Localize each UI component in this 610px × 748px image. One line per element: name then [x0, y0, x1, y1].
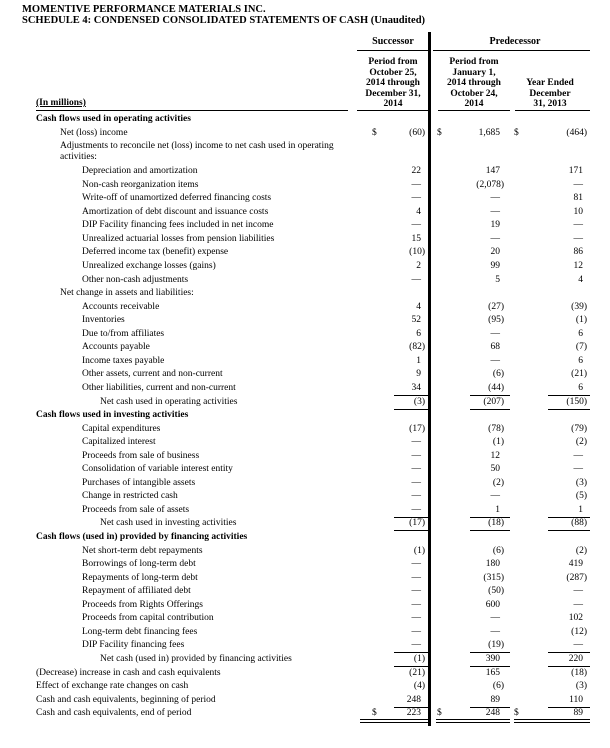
cell-c2: (6) [492, 681, 504, 692]
cell-c1: (60) [409, 127, 425, 138]
cell-c3: 4 [578, 274, 583, 285]
cell-c1: — [411, 450, 421, 461]
cell-c1: — [411, 559, 421, 570]
cell-c2: (207) [483, 396, 504, 407]
cell-c3: (7) [575, 342, 587, 353]
cell-underline [394, 530, 428, 531]
cell-c1: (21) [409, 667, 425, 678]
header-rule-units [36, 110, 348, 111]
row-label: Other non-cash adjustments [82, 274, 189, 285]
cell-underline [548, 530, 590, 531]
cell-c3: 1 [578, 504, 583, 515]
row-label: Cash flows used in investing activities [36, 410, 189, 421]
cell-c3: (3) [575, 477, 587, 488]
currency-symbol: $ [514, 708, 519, 719]
cell-c2: 1,685 [478, 127, 500, 138]
cell-c2: 165 [485, 667, 500, 678]
column-header-line: October 25, [369, 67, 417, 78]
cell-c2: 19 [490, 220, 500, 231]
cell-c2: (18) [488, 518, 504, 529]
cell-c2: 390 [485, 653, 500, 664]
cell-c3: — [573, 450, 583, 461]
row-label: Cash flows (used in) provided by financing activities [36, 532, 248, 543]
units-label: (In millions) [36, 98, 86, 108]
cell-double-underline [360, 719, 428, 723]
schedule-title: SCHEDULE 4: CONDENSED CONSOLIDATED STATEMENTS OF CASH (Unaudited) [22, 15, 426, 26]
cell-c3: (12) [571, 626, 587, 637]
cell-c1: — [411, 586, 421, 597]
header-rule-c1 [357, 110, 428, 111]
cell-c3: (79) [571, 423, 587, 434]
cell-c3: 102 [568, 613, 583, 624]
cell-c1: (3) [413, 396, 425, 407]
cell-c3: (5) [575, 491, 587, 502]
cell-c1: (1) [413, 545, 425, 556]
currency-symbol: $ [514, 127, 519, 138]
cell-c2: 99 [490, 261, 500, 272]
column-header-line: 2014 through [447, 78, 501, 88]
cell-c2: (6) [492, 545, 504, 556]
cell-c3: 81 [573, 193, 583, 204]
cell-c3: 6 [578, 382, 583, 393]
cell-c2: (78) [488, 423, 504, 434]
predecessor-group-label: Predecessor [489, 36, 541, 47]
cell-c3: 12 [573, 261, 583, 272]
cell-double-underline [436, 719, 510, 723]
cell-c2: — [490, 206, 500, 217]
cell-c1: 4 [416, 206, 421, 217]
cell-c1: 248 [406, 694, 421, 705]
cell-c1: (10) [409, 247, 425, 258]
row-label: Effect of exchange rate changes on cash [36, 681, 189, 692]
cell-c3: (1) [575, 315, 587, 326]
cell-c1: 6 [416, 328, 421, 339]
column-header-line: 2014 through [366, 78, 420, 88]
cell-underline [470, 409, 510, 410]
cell-c2: (2,078) [476, 179, 504, 190]
cell-c3: 419 [568, 559, 583, 570]
cell-c1: (82) [409, 342, 425, 353]
column-header-year-2013 [515, 78, 585, 110]
column-header-line: Year Ended [526, 78, 574, 88]
cell-c1: 9 [416, 369, 421, 380]
row-label: Amortization of debt discount and issuance costs [82, 206, 269, 217]
cell-c2: 89 [490, 694, 500, 705]
row-label: Other assets, current and non-current [82, 369, 223, 380]
row-label: DIP Facility financing fees included in net income [82, 220, 274, 231]
cell-c3: 86 [573, 247, 583, 258]
cell-c2: — [490, 233, 500, 244]
cell-c2: — [490, 193, 500, 204]
row-label: Cash and cash equivalents, beginning of period [36, 694, 216, 705]
cell-c3: — [573, 599, 583, 610]
cell-c3: — [573, 233, 583, 244]
column-header-line: December 31, [365, 88, 421, 99]
cell-c2: 1 [495, 504, 500, 515]
cell-c3: — [573, 179, 583, 190]
row-label: Net cash used in operating activities [100, 396, 238, 407]
cell-c2: 5 [495, 274, 500, 285]
row-label: Proceeds from Rights Offerings [82, 599, 203, 610]
row-label: Consolidation of variable interest entity [82, 464, 233, 475]
cell-c1: (17) [409, 518, 425, 529]
cell-c2: — [490, 613, 500, 624]
column-header-successor [357, 57, 429, 110]
cell-c1: — [411, 477, 421, 488]
cell-c3: (287) [566, 572, 587, 583]
cell-c2: (1) [492, 437, 504, 448]
cell-c2: (19) [488, 640, 504, 651]
cell-c1: 223 [406, 708, 421, 719]
cell-c1: — [411, 572, 421, 583]
cell-c1: 22 [411, 166, 421, 177]
row-label: Non-cash reorganization items [82, 179, 199, 190]
row-label: Adjustments to reconcile net (loss) income to net cash used in operating activities: [60, 141, 334, 162]
cell-c1: (1) [413, 653, 425, 664]
cell-c3: 10 [573, 206, 583, 217]
cell-c2: — [490, 355, 500, 366]
row-label: Accounts receivable [82, 301, 160, 312]
row-label: Net cash (used in) provided by financing activities [100, 653, 292, 664]
column-header-line: January 1, [452, 67, 496, 78]
cell-c1: 1 [416, 355, 421, 366]
row-label: Cash and cash equivalents, end of period [36, 708, 192, 719]
cell-c1: 34 [411, 382, 421, 393]
cell-c1: — [411, 464, 421, 475]
row-label: Inventories [82, 315, 125, 326]
cell-c3: — [573, 220, 583, 231]
cell-underline [548, 707, 590, 708]
cell-c2: (50) [488, 586, 504, 597]
cell-c1: — [411, 613, 421, 624]
row-label: Write-off of unamortized deferred financing costs [82, 193, 272, 204]
cell-c3: (150) [566, 396, 587, 407]
cell-underline [394, 409, 428, 410]
cell-c1: — [411, 491, 421, 502]
cell-c1: 4 [416, 301, 421, 312]
column-header-line: 2014 [464, 99, 484, 109]
cell-c1: — [411, 437, 421, 448]
row-label: Deferred income tax (benefit) expense [82, 247, 229, 258]
cell-c1: — [411, 274, 421, 285]
cell-c3: (2) [575, 437, 587, 448]
cell-c3: — [573, 640, 583, 651]
row-label: Accounts payable [82, 342, 150, 353]
row-label: Income taxes payable [82, 355, 165, 366]
row-label: Due to/from affiliates [82, 328, 165, 339]
column-header-line: December [529, 88, 571, 99]
cell-c2: — [490, 626, 500, 637]
cell-underline [548, 409, 590, 410]
cell-c3: (3) [575, 681, 587, 692]
row-label: Cash flows used in operating activities [36, 114, 191, 124]
cell-c2: 180 [485, 559, 500, 570]
cell-c1: — [411, 193, 421, 204]
header-rule-c2 [438, 110, 510, 111]
cell-c1: — [411, 220, 421, 231]
cell-c1: 52 [411, 315, 421, 326]
currency-symbol: $ [437, 127, 442, 138]
row-label: Unrealized exchange losses (gains) [82, 261, 216, 272]
successor-group-label: Successor [372, 36, 414, 47]
cell-c3: (88) [571, 518, 587, 529]
row-label: Change in restricted cash [82, 491, 178, 502]
column-header-predecessor-period [438, 57, 510, 110]
cell-c3: — [573, 586, 583, 597]
cell-c3: (39) [571, 301, 587, 312]
cell-c2: 600 [485, 599, 500, 610]
row-label: Proceeds from sale of assets [82, 504, 190, 515]
cell-c3: (21) [571, 369, 587, 380]
cell-c1: (17) [409, 423, 425, 434]
row-label: Capitalized interest [82, 437, 156, 448]
row-label: Repayments of long-term debt [82, 572, 198, 583]
cell-c3: (2) [575, 545, 587, 556]
cell-c3: 6 [578, 328, 583, 339]
cell-c1: — [411, 504, 421, 515]
cell-c2: 147 [485, 166, 500, 177]
cell-c2: — [490, 328, 500, 339]
cell-underline [470, 530, 510, 531]
currency-symbol: $ [372, 127, 377, 138]
cell-c2: 50 [490, 464, 500, 475]
row-label: DIP Facility financing fees [82, 640, 185, 651]
column-header-line: 31, 2013 [533, 99, 567, 109]
row-label: (Decrease) increase in cash and cash equivalents [36, 667, 221, 678]
row-label: Depreciation and amortization [82, 166, 198, 177]
column-header-line: Period from [449, 57, 499, 67]
cell-c1: — [411, 640, 421, 651]
cell-c1: 15 [411, 233, 421, 244]
cell-c2: 20 [490, 247, 500, 258]
row-label: Proceeds from sale of business [82, 450, 200, 461]
cell-c2: — [490, 491, 500, 502]
cell-c3: 171 [568, 166, 583, 177]
row-label: Net cash used in investing activities [100, 518, 237, 529]
row-label: Borrowings of long-term debt [82, 559, 196, 570]
cell-c2: (2) [492, 477, 504, 488]
cell-c1: — [411, 599, 421, 610]
company-title: MOMENTIVE PERFORMANCE MATERIALS INC. [22, 4, 266, 15]
cell-c2: (315) [483, 572, 504, 583]
cell-c2: (44) [488, 382, 504, 393]
row-label: Other liabilities, current and non-current [82, 382, 236, 393]
cell-c2: 12 [490, 450, 500, 461]
cell-c1: 2 [416, 261, 421, 272]
cell-c3: 110 [569, 694, 583, 705]
cell-c2: (95) [488, 315, 504, 326]
cell-c2: (6) [492, 369, 504, 380]
predecessor-rule [433, 50, 590, 51]
row-label: Capital expenditures [82, 423, 161, 434]
column-header-line: Period from [368, 57, 418, 67]
column-header-line: October 24, [450, 88, 498, 99]
cell-c1: — [411, 626, 421, 637]
row-label: Purchases of intangible assets [82, 477, 196, 488]
cell-c3: 220 [568, 653, 583, 664]
successor-predecessor-divider [428, 32, 431, 726]
successor-rule [357, 50, 428, 51]
cell-c2: 248 [485, 708, 500, 719]
currency-symbol: $ [437, 708, 442, 719]
column-header-line: 2014 [383, 99, 403, 109]
cell-c3: (464) [566, 127, 587, 138]
row-label: Net change in assets and liabilities: [60, 288, 194, 299]
cell-c1: — [411, 179, 421, 190]
row-label: Proceeds from capital contribution [82, 613, 214, 624]
cell-c3: 6 [578, 355, 583, 366]
cell-c1: (4) [413, 681, 425, 692]
cell-c3: 89 [573, 708, 583, 719]
cell-c3: (18) [571, 667, 587, 678]
row-label: Unrealized actuarial losses from pension liabilities [82, 233, 275, 244]
row-label: Net (loss) income [60, 127, 128, 138]
header-rule-c3 [515, 110, 590, 111]
row-label: Repayment of affiliated debt [82, 586, 191, 597]
cell-double-underline [514, 719, 590, 723]
row-label: Net short-term debt repayments [82, 545, 203, 556]
cell-c2: (27) [488, 301, 504, 312]
cell-c3: — [573, 464, 583, 475]
cell-c2: 68 [490, 342, 500, 353]
row-label: Long-term debt financing fees [82, 626, 198, 637]
currency-symbol: $ [372, 708, 377, 719]
